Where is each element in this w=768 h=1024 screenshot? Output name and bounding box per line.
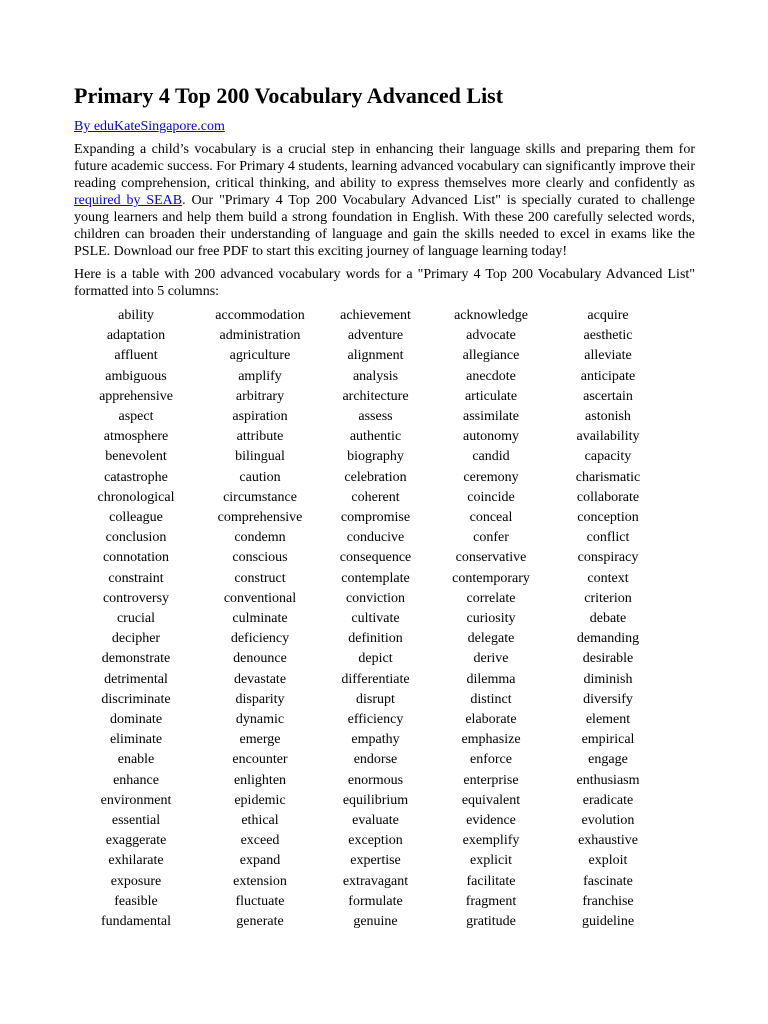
- vocab-word-cell: conceal: [469, 510, 513, 526]
- table-row: [74, 346, 663, 366]
- vocab-word-cell: allegiance: [462, 348, 520, 364]
- vocab-word-cell: amplify: [238, 368, 282, 384]
- vocab-word-cell: analysis: [352, 368, 399, 384]
- vocab-word-cell: conception: [577, 510, 639, 526]
- vocabulary-table-body: [74, 306, 663, 932]
- byline: [74, 118, 695, 135]
- vocab-word-cell: elaborate: [465, 712, 517, 728]
- vocab-word-cell: ascertain: [583, 388, 633, 404]
- vocab-word-cell: disrupt: [356, 691, 395, 707]
- vocab-word-cell: apprehensive: [99, 388, 173, 404]
- vocab-word-cell: epidemic: [234, 792, 286, 808]
- vocab-word-cell: ethical: [241, 813, 279, 829]
- vocab-word-cell: colleague: [109, 510, 163, 526]
- table-row: [74, 892, 663, 912]
- vocab-word-cell: contemporary: [452, 570, 530, 586]
- vocab-word-cell: generate: [236, 914, 284, 930]
- vocab-word-cell: compromise: [340, 510, 411, 526]
- vocab-word-cell: conclusion: [105, 530, 167, 546]
- table-row: [74, 569, 663, 589]
- vocab-word-cell: enhance: [113, 772, 159, 788]
- vocab-word-cell: culminate: [232, 611, 288, 627]
- table-row: [74, 427, 663, 447]
- vocab-word-cell: empirical: [581, 732, 635, 748]
- vocab-word-cell: conducive: [346, 530, 405, 546]
- vocab-word-cell: astonish: [585, 409, 631, 425]
- vocab-word-cell: encounter: [232, 752, 288, 768]
- vocab-word-cell: conservative: [455, 550, 527, 566]
- vocab-word-cell: criterion: [584, 590, 632, 606]
- vocab-word-cell: benevolent: [105, 449, 167, 465]
- vocab-word-cell: differentiate: [341, 671, 410, 687]
- vocab-word-cell: bilingual: [235, 449, 285, 465]
- vocab-word-cell: evaluate: [352, 813, 399, 829]
- vocab-word-cell: facilitate: [466, 873, 516, 889]
- vocab-word-cell: curiosity: [466, 611, 516, 627]
- vocab-word-cell: crucial: [116, 611, 156, 627]
- vocab-word-cell: discriminate: [101, 691, 171, 707]
- intro-text-start: Expanding a child’s vocabulary is a crucial step in enhancing their language skills and preparing them for future academic success. For Primary 4 students, learning advanced vocabulary can significantly improve their reading comprehension, critical thinking, and ability to express themselves more clearly and confidently as: [74, 142, 695, 191]
- vocab-word-cell: consequence: [339, 550, 412, 566]
- vocab-word-cell: conflict: [586, 530, 630, 546]
- table-row: [74, 670, 663, 690]
- vocab-word-cell: exposure: [110, 873, 162, 889]
- table-row: [74, 367, 663, 387]
- vocab-word-cell: equivalent: [461, 792, 521, 808]
- vocab-word-cell: connotation: [102, 550, 170, 566]
- page-title: Primary 4 Top 200 Vocabulary Advanced List: [74, 83, 504, 108]
- vocab-word-cell: conspiracy: [577, 550, 639, 566]
- vocab-word-cell: enable: [117, 752, 155, 768]
- vocab-word-cell: assess: [358, 409, 393, 425]
- vocab-word-cell: fragment: [465, 893, 517, 909]
- table-row: [74, 326, 663, 346]
- table-row: [74, 649, 663, 669]
- vocab-word-cell: candid: [472, 449, 510, 465]
- vocab-word-cell: exemplify: [462, 833, 520, 849]
- vocab-word-cell: delegate: [467, 631, 515, 647]
- table-row: [74, 387, 663, 407]
- vocabulary-table: [74, 306, 663, 932]
- vocab-word-cell: aesthetic: [583, 328, 633, 344]
- vocab-word-cell: franchise: [582, 893, 634, 909]
- vocab-word-cell: correlate: [466, 590, 516, 606]
- vocab-word-cell: ceremony: [463, 469, 519, 485]
- vocab-word-cell: fluctuate: [235, 893, 285, 909]
- vocab-word-cell: adaptation: [106, 328, 166, 344]
- table-row: [74, 690, 663, 710]
- vocab-word-cell: ambiguous: [105, 368, 167, 384]
- vocab-word-cell: charismatic: [575, 469, 641, 485]
- vocab-word-cell: demonstrate: [101, 651, 171, 667]
- vocab-word-cell: empathy: [351, 732, 400, 748]
- table-row: [74, 629, 663, 649]
- vocab-word-cell: architecture: [342, 388, 409, 404]
- vocab-word-cell: biography: [347, 449, 404, 465]
- vocab-word-cell: accommodation: [215, 308, 305, 323]
- vocab-word-cell: controversy: [102, 590, 170, 606]
- vocab-word-cell: eliminate: [109, 732, 163, 748]
- table-row: [74, 811, 663, 831]
- vocab-word-cell: anecdote: [466, 368, 516, 384]
- vocab-word-cell: demanding: [576, 631, 640, 647]
- vocab-word-cell: guideline: [581, 914, 635, 930]
- vocab-word-cell: explicit: [470, 853, 512, 869]
- table-row: [74, 912, 663, 932]
- vocab-word-cell: alleviate: [584, 348, 632, 364]
- table-row: [74, 528, 663, 548]
- vocab-word-cell: exception: [348, 833, 403, 849]
- table-row: [74, 730, 663, 750]
- vocab-word-cell: confer: [473, 530, 509, 546]
- vocab-word-cell: dynamic: [235, 712, 285, 728]
- vocab-word-cell: denounce: [233, 651, 287, 667]
- vocab-word-cell: dominate: [109, 712, 163, 728]
- vocab-word-cell: caution: [239, 469, 281, 485]
- table-row: [74, 771, 663, 791]
- vocab-word-cell: context: [587, 570, 629, 586]
- vocab-word-cell: exhaustive: [578, 833, 638, 849]
- vocab-word-cell: genuine: [353, 914, 398, 930]
- vocab-word-cell: exhilarate: [108, 853, 164, 869]
- vocab-word-cell: circumstance: [223, 489, 297, 505]
- table-row: [74, 851, 663, 871]
- table-row: [74, 447, 663, 467]
- vocab-word-cell: coincide: [467, 489, 515, 505]
- vocab-word-cell: coherent: [351, 489, 400, 505]
- vocab-word-cell: expertise: [350, 853, 401, 869]
- table-row: [74, 791, 663, 811]
- vocab-word-cell: eradicate: [582, 792, 634, 808]
- vocab-word-cell: distinct: [470, 691, 512, 707]
- vocab-word-cell: definition: [348, 631, 403, 647]
- vocab-word-cell: equilibrium: [342, 792, 409, 808]
- vocab-word-cell: enlighten: [233, 772, 287, 788]
- table-intro-paragraph: Here is a table with 200 advanced vocabulary words for a "Primary 4 Top 200 Vocabulary Advanced List" formatted into 5 columns:: [74, 267, 695, 299]
- vocab-word-cell: fundamental: [101, 914, 171, 930]
- vocab-word-cell: derive: [473, 651, 509, 667]
- vocab-word-cell: environment: [100, 792, 172, 808]
- vocab-word-cell: comprehensive: [217, 510, 303, 526]
- vocab-word-cell: chronological: [97, 489, 175, 505]
- document-page: [74, 82, 695, 932]
- vocab-word-cell: aspect: [118, 409, 154, 425]
- vocab-word-cell: enterprise: [463, 772, 519, 788]
- vocab-word-cell: assimilate: [463, 409, 519, 425]
- vocab-word-cell: arbitrary: [235, 388, 285, 404]
- vocab-word-cell: exaggerate: [105, 833, 167, 849]
- vocab-word-cell: emerge: [239, 732, 281, 748]
- byline-link[interactable]: By eduKateSingapore.com: [74, 119, 225, 134]
- vocab-word-cell: availability: [576, 429, 640, 445]
- vocab-word-cell: evolution: [581, 813, 635, 829]
- vocab-word-cell: authentic: [349, 429, 402, 445]
- vocab-word-cell: extravagant: [342, 873, 409, 889]
- vocab-word-cell: administration: [219, 328, 301, 344]
- vocab-word-cell: feasible: [114, 893, 158, 909]
- table-row: [74, 609, 663, 629]
- vocab-word-cell: diversify: [583, 691, 633, 707]
- table-row: [74, 589, 663, 609]
- vocab-word-cell: attribute: [236, 429, 284, 445]
- seab-link[interactable]: required by SEAB: [74, 193, 183, 208]
- vocab-word-cell: acknowledge: [454, 308, 528, 323]
- vocab-word-cell: gratitude: [466, 914, 516, 930]
- vocab-word-cell: alignment: [347, 348, 404, 364]
- vocab-word-cell: celebration: [344, 469, 407, 485]
- vocab-word-cell: formulate: [348, 893, 403, 909]
- vocab-word-cell: condemn: [234, 530, 286, 546]
- vocab-word-cell: advocate: [466, 328, 516, 344]
- table-row: [74, 548, 663, 568]
- vocab-word-cell: desirable: [582, 651, 634, 667]
- table-row: [74, 407, 663, 427]
- vocab-word-cell: construct: [234, 570, 286, 586]
- vocab-word-cell: fascinate: [583, 873, 633, 889]
- vocab-word-cell: conviction: [345, 590, 406, 606]
- vocabulary-table-wrapper: [74, 306, 695, 932]
- table-row: [74, 710, 663, 730]
- vocab-word-cell: cultivate: [351, 611, 400, 627]
- vocab-word-cell: ability: [118, 308, 154, 323]
- vocab-word-cell: acquire: [587, 308, 629, 323]
- vocab-word-cell: anticipate: [580, 368, 636, 384]
- vocab-word-cell: collaborate: [576, 489, 640, 505]
- vocab-word-cell: affluent: [114, 348, 158, 364]
- vocab-word-cell: enthusiasm: [576, 772, 640, 788]
- vocab-word-cell: adventure: [347, 328, 404, 344]
- vocab-word-cell: conventional: [223, 590, 297, 606]
- vocab-word-cell: capacity: [584, 449, 632, 465]
- vocab-word-cell: essential: [111, 813, 161, 829]
- vocab-word-cell: endorse: [353, 752, 398, 768]
- vocab-word-cell: conscious: [232, 550, 288, 566]
- vocab-word-cell: engage: [588, 752, 628, 768]
- vocab-word-cell: achievement: [340, 308, 411, 323]
- vocab-word-cell: extension: [233, 873, 287, 889]
- table-row: [74, 750, 663, 770]
- vocab-word-cell: expand: [239, 853, 281, 869]
- vocab-word-cell: decipher: [111, 631, 161, 647]
- intro-paragraph: [74, 141, 695, 260]
- vocab-word-cell: debate: [589, 611, 627, 627]
- vocab-word-cell: atmosphere: [103, 429, 169, 445]
- vocab-word-cell: exceed: [240, 833, 280, 849]
- table-row: [74, 508, 663, 528]
- vocab-word-cell: agriculture: [229, 348, 291, 364]
- table-row: [74, 872, 663, 892]
- vocab-word-cell: articulate: [464, 388, 518, 404]
- table-row: [74, 488, 663, 508]
- vocab-word-cell: evidence: [466, 813, 516, 829]
- vocab-word-cell: emphasize: [461, 732, 521, 748]
- table-row: [74, 306, 663, 326]
- vocab-word-cell: constraint: [108, 570, 164, 586]
- vocab-word-cell: devastate: [233, 671, 287, 687]
- vocab-word-cell: efficiency: [347, 712, 404, 728]
- vocab-word-cell: element: [585, 712, 631, 728]
- vocab-word-cell: deficiency: [230, 631, 290, 647]
- vocab-word-cell: aspiration: [232, 409, 288, 425]
- vocab-word-cell: enforce: [470, 752, 512, 768]
- vocab-word-cell: dilemma: [466, 671, 516, 687]
- vocab-word-cell: diminish: [583, 671, 633, 687]
- vocab-word-cell: exploit: [588, 853, 628, 869]
- vocab-word-cell: detrimental: [104, 671, 168, 687]
- vocab-word-cell: depict: [358, 651, 393, 667]
- vocab-word-cell: contemplate: [341, 570, 410, 586]
- table-row: [74, 831, 663, 851]
- intro-text-end: . Our "Primary 4 Top 200 Vocabulary Advanced List" is specially curated to challenge young learners and help them build a strong foundation in English. With these 200 carefully selected words, children can broaden their understanding of language and gain the skills needed to excel in exams like the PSLE. Download our free PDF to start this exciting journey of language learning today!: [74, 193, 695, 259]
- vocab-word-cell: enormous: [347, 772, 404, 788]
- vocab-word-cell: autonomy: [463, 429, 519, 445]
- vocab-word-cell: disparity: [235, 691, 285, 707]
- vocab-word-cell: catastrophe: [104, 469, 168, 485]
- table-row: [74, 468, 663, 488]
